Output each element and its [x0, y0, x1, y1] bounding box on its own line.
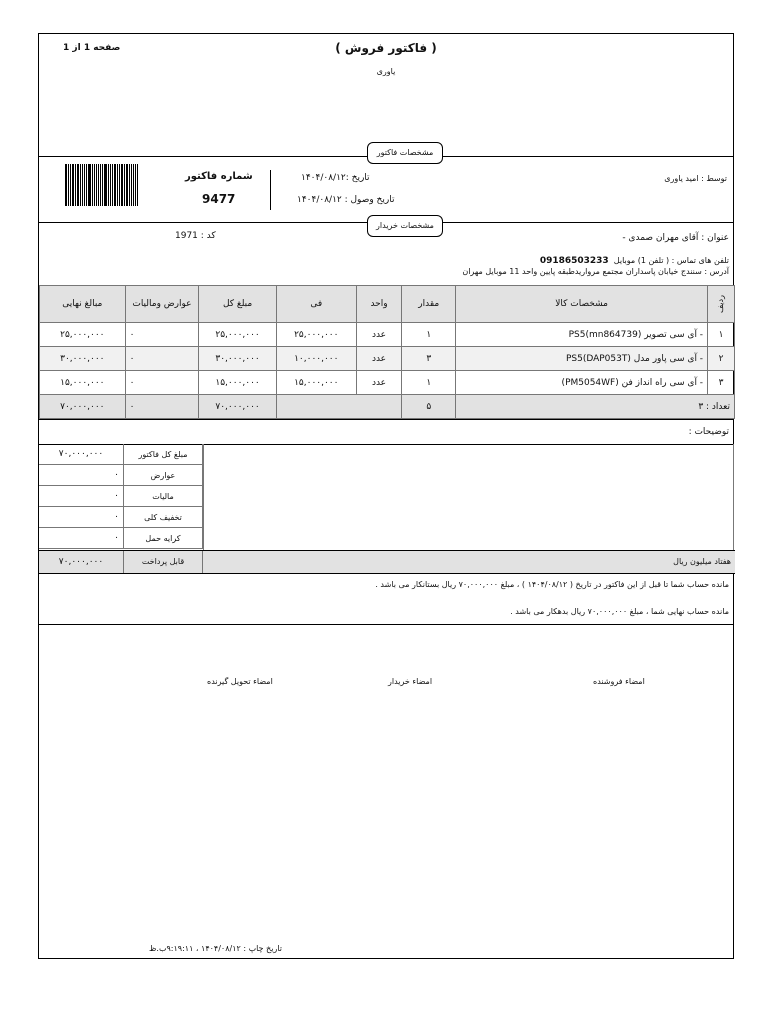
- balance-final: مانده حساب نهایی شما ، مبلغ ۷۰,۰۰۰,۰۰۰ ریال بدهکار می باشد .: [510, 607, 729, 616]
- col-header-qty: مقدار: [402, 286, 456, 323]
- barcode-bar: [96, 164, 98, 206]
- summary-block: [39, 444, 203, 550]
- barcode-bar: [119, 164, 120, 206]
- barcode-bar: [133, 164, 135, 206]
- table-row: ۱ - آی سی تصویر (PS5(mn864739 ۱ عدد ۲۵,۰۰۰,۰۰۰ ۲۵,۰۰۰,۰۰۰ ۰ ۲۵,۰۰۰,۰۰۰: [40, 323, 735, 347]
- total-count: تعداد : ۳: [456, 395, 735, 419]
- buyer-signature: امضاء خریدار: [388, 677, 433, 686]
- invoice-number-label: شماره فاکتور: [185, 171, 253, 182]
- barcode-bar: [98, 164, 99, 206]
- invoice-date: تاریخ :۱۴۰۴/۰۸/۱۲: [301, 173, 370, 183]
- payable-row: [39, 550, 735, 574]
- barcode-bar: [100, 164, 101, 206]
- document-title: ( فاکتور فروش ): [335, 41, 437, 55]
- barcode-bar: [117, 164, 118, 206]
- total-amount: ۷۰,۰۰۰,۰۰۰: [199, 395, 277, 419]
- receiver-signature: امضاء تحویل گیرنده: [207, 677, 273, 686]
- barcode-icon: [65, 164, 139, 206]
- amount-in-words: هفتاد میلیون ریال: [673, 557, 731, 566]
- barcode-bar: [65, 164, 67, 206]
- section-divider: [39, 624, 733, 625]
- buyer-details-pill: مشخصات خریدار: [367, 215, 443, 237]
- receive-date: تاریخ وصول : ۱۴۰۴/۰۸/۱۲: [297, 195, 395, 205]
- barcode-bar: [84, 164, 86, 206]
- barcode-bar: [92, 164, 93, 206]
- barcode-bar: [135, 164, 136, 206]
- barcode-bar: [75, 164, 76, 206]
- barcode-bar: [108, 164, 110, 206]
- barcode-bar: [77, 164, 79, 206]
- buyer-phone-number: 09186503233: [539, 256, 609, 266]
- company-name: یاوری: [376, 67, 396, 76]
- barcode-bar: [82, 164, 83, 206]
- invoice-number: 9477: [202, 192, 236, 206]
- items-table: [39, 285, 735, 419]
- barcode-bar: [94, 164, 95, 206]
- notes-label: توضیحات :: [688, 427, 729, 437]
- barcode-bar: [114, 164, 116, 206]
- barcode-bar: [70, 164, 71, 206]
- col-header-price: فی: [276, 286, 356, 323]
- barcode-bar: [102, 164, 103, 206]
- summary-row: ۰ کرایه حمل: [39, 528, 203, 549]
- col-header-total: مبلغ کل: [199, 286, 277, 323]
- summary-row: ۰ عوارض: [39, 465, 203, 486]
- buyer-address: آدرس : سنندج خیابان پاسداران مجتمع مرواریدطبقه پایین واحد 11 موبایل مهران: [462, 267, 729, 276]
- barcode-bar: [110, 164, 111, 206]
- page-indicator: صفحه 1 از 1: [63, 43, 121, 53]
- barcode-bar: [68, 164, 69, 206]
- buyer-code: کد : 1971: [175, 231, 216, 241]
- total-tax: ۰: [125, 395, 199, 419]
- summary-row: ۰ تخفیف کلی: [39, 507, 203, 528]
- barcode-bar: [121, 164, 124, 206]
- invoice-details-pill: مشخصات فاکتور: [367, 142, 443, 164]
- barcode-bar: [104, 164, 107, 206]
- barcode-bar: [124, 164, 125, 206]
- barcode-bar: [126, 164, 128, 206]
- barcode-bar: [72, 164, 75, 206]
- payable-label: قابل پرداخت: [123, 551, 203, 573]
- invoice-page: [38, 33, 734, 959]
- table-row: ۲ - آی سی پاور مدل (PS5(DAP053T ۳ عدد ۱۰,۰۰۰,۰۰۰ ۳۰,۰۰۰,۰۰۰ ۰ ۳۰,۰۰۰,۰۰۰: [40, 347, 735, 371]
- buyer-title: عنوان : آقای مهران صمدی -: [622, 233, 729, 243]
- seller-signature: امضاء فروشنده: [593, 677, 645, 686]
- summary-row: ۷۰,۰۰۰,۰۰۰ مبلغ کل فاکتور: [39, 444, 203, 465]
- section-divider: [39, 419, 733, 420]
- table-total-row: [40, 395, 735, 419]
- buyer-phone: [540, 248, 729, 267]
- col-header-unit: واحد: [356, 286, 402, 323]
- total-qty: ۵: [402, 395, 456, 419]
- table-header-row: [40, 286, 735, 323]
- balance-before: مانده حساب شما تا قبل از این فاکتور در تاریخ ( ۱۴۰۴/۰۸/۱۲ ) ، مبلغ ۷۰,۰۰۰,۰۰۰ ریال بستانکار می باشد .: [375, 580, 729, 589]
- notes-box: [203, 444, 734, 550]
- barcode-bar: [112, 164, 113, 206]
- summary-row: ۰ ماليات: [39, 486, 203, 507]
- barcode-bar: [131, 164, 132, 206]
- barcode-bar: [137, 164, 138, 206]
- col-header-tax: عوارض وماليات: [125, 286, 199, 323]
- barcode-bar: [80, 164, 81, 206]
- buyer-phone-label: تلفن های تماس : ( تلفن 1) موبایل: [613, 256, 729, 265]
- col-header-desc: مشخصات کالا: [456, 286, 708, 323]
- print-date: تاریخ چاپ : ۱۴۰۴/۰۸/۱۲ ، ۹:۱۹:۱۱ب.ظ: [149, 944, 282, 953]
- barcode-bar: [88, 164, 91, 206]
- barcode-bar: [129, 164, 130, 206]
- table-row: ۳ - آی سی راه انداز فن (PM5054WF) ۱ عدد ۱۵,۰۰۰,۰۰۰ ۱۵,۰۰۰,۰۰۰ ۰ ۱۵,۰۰۰,۰۰۰: [40, 371, 735, 395]
- col-header-final: مبالغ نهایی: [40, 286, 126, 323]
- total-final: ۷۰,۰۰۰,۰۰۰: [40, 395, 126, 419]
- issued-by: توسط : امید یاوری: [664, 174, 727, 183]
- payable-value: ۷۰,۰۰۰,۰۰۰: [58, 557, 104, 567]
- col-header-row: ردیف: [708, 286, 735, 323]
- barcode-bar: [86, 164, 87, 206]
- vertical-divider: [270, 170, 271, 210]
